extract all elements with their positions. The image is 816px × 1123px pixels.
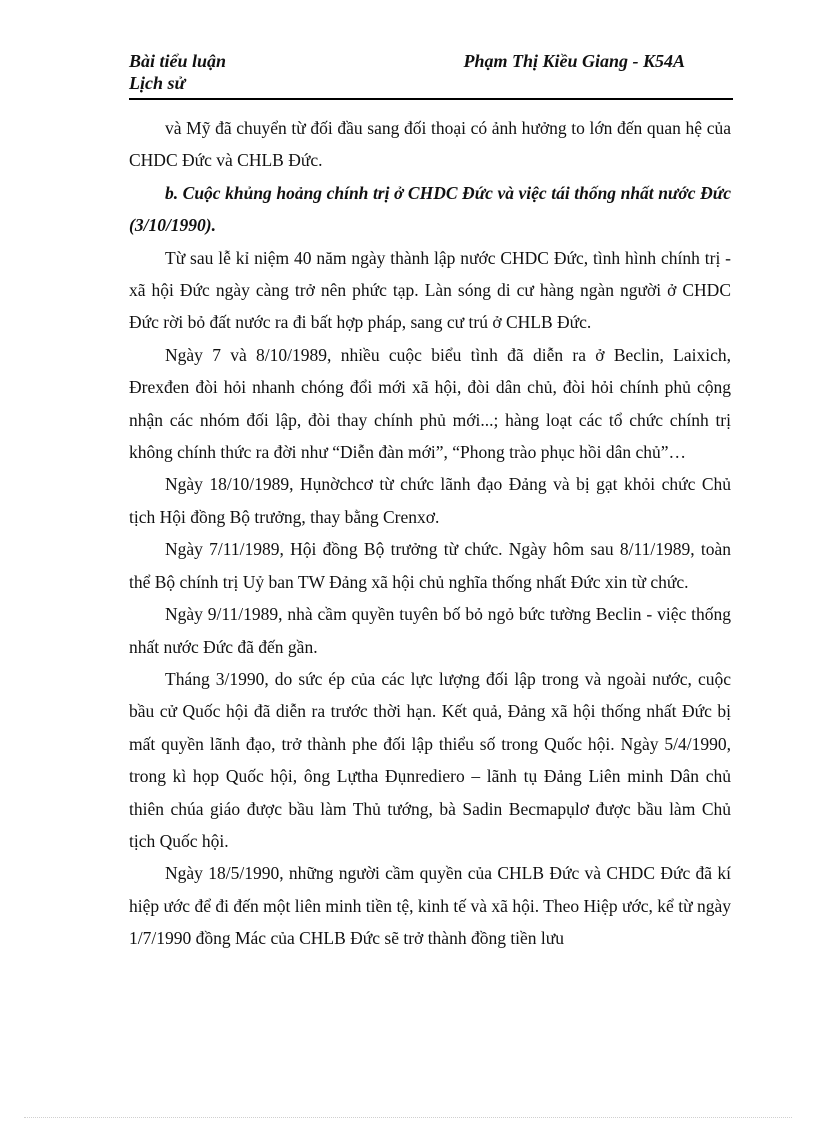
paragraph: Ngày 18/10/1989, Hụnờchcơ từ chức lãnh đạo Đảng và bị gạt khỏi chức Chủ tịch Hội đồng Bộ trưởng, thay bằng Crenxơ. (129, 474, 731, 527)
paragraph: Từ sau lễ kỉ niệm 40 năm ngày thành lập nước CHDC Đức, tình hình chính trị - xã hội Đức ngày càng trở nên phức tạp. Làn sóng di cư hàng ngàn người ở CHDC Đức rời bỏ đất nước ra đi bất hợp pháp, sang cư trú ở CHLB Đức. (129, 247, 731, 333)
document-body (129, 112, 731, 955)
page-bottom-divider (24, 1117, 792, 1118)
header-subject: Lịch sử (129, 73, 186, 93)
header-author: Phạm Thị Kiều Giang - K54A (463, 51, 685, 71)
paragraph: Tháng 3/1990, do sức ép của các lực lượng đối lập trong và ngoài nước, cuộc bầu cử Quốc hội đã diễn ra trước thời hạn. Kết quả, Đảng xã hội thống nhất Đức bị mất quyền lãnh đạo, trở thành phe đối lập thiểu số trong Quốc hội. Ngày 5/4/1990, trong kì họp Quốc hội, ông Lựtha Đụnrediero – lãnh tụ Đảng Liên minh Dân chủ thiên chúa giáo được bầu làm Thủ tướng, bà Sadin Becmapụlơ được bầu làm Chủ tịch Quốc hội. (129, 668, 731, 851)
paragraph: Ngày 7 và 8/10/1989, nhiều cuộc biểu tình đã diễn ra ở Beclin, Laixich, Đrexđen đòi hỏi nhanh chóng đổi mới xã hội, đòi dân chủ, đòi hỏi chính phủ cộng nhận các nhóm đối lập, đòi thay chính phủ mới...; hàng loạt các tổ chức chính trị không chính thức ra đời như “Diễn đàn mới”, “Phong trào phục hồi dân chủ”… (129, 344, 731, 463)
paragraph: Ngày 18/5/1990, những người cầm quyền của CHLB Đức và CHDC Đức đã kí hiệp ước để đi đến một liên minh tiền tệ, kinh tế và xã hội. Theo Hiệp ước, kể từ ngày 1/7/1990 đồng Mác của CHLB Đức sẽ trở thành đồng tiền lưu (129, 863, 731, 949)
paragraph-continuation: và Mỹ đã chuyển từ đối đầu sang đối thoại có ảnh hưởng to lớn đến quan hệ của CHDC Đức và CHLB Đức. (129, 118, 731, 171)
page-header (129, 50, 733, 100)
paragraph: Ngày 7/11/1989, Hội đồng Bộ trưởng từ chức. Ngày hôm sau 8/11/1989, toàn thể Bộ chính trị Uỷ ban TW Đảng xã hội chủ nghĩa thống nhất Đức xin từ chức. (129, 539, 731, 592)
header-left (129, 50, 226, 94)
header-title: Bài tiểu luận (129, 51, 227, 71)
paragraph: Ngày 9/11/1989, nhà cầm quyền tuyên bố bỏ ngỏ bức tường Beclin - việc thống nhất nước Đức đã đến gần. (129, 604, 731, 657)
section-heading: b. Cuộc khủng hoảng chính trị ở CHDC Đức và việc tái thống nhất nước Đức (3/10/1990). (129, 182, 731, 236)
